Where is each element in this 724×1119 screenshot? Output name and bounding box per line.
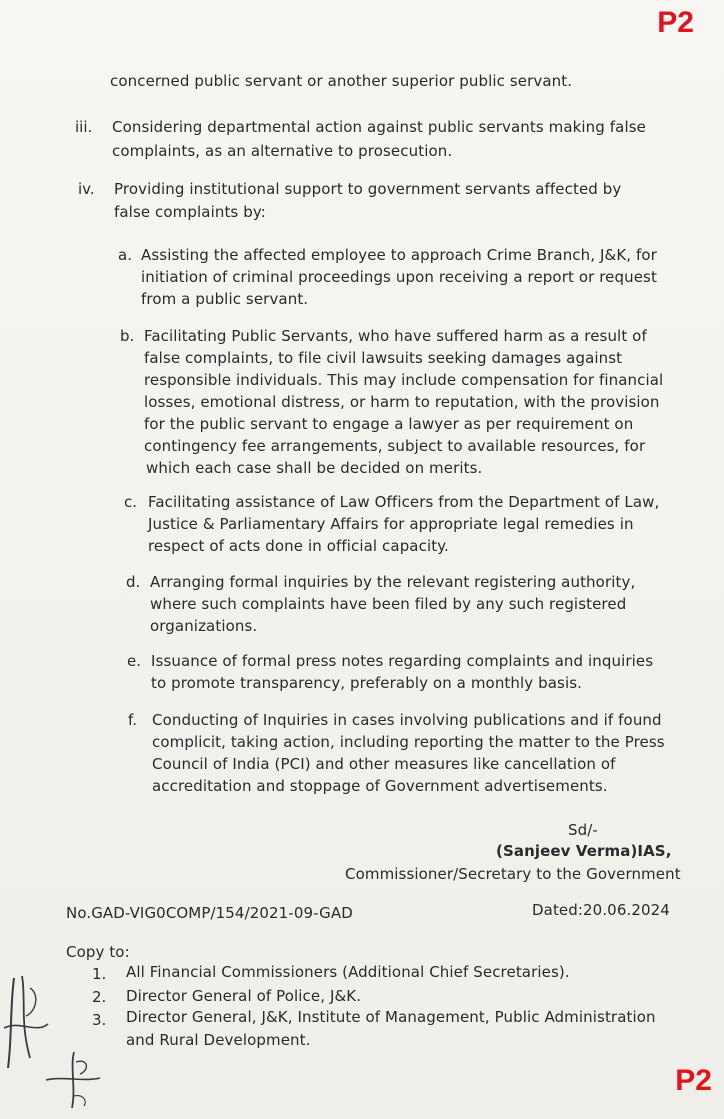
subitem-d-line-2: where such complaints have been filed by any such registered bbox=[150, 595, 627, 613]
subitem-marker-d: d. bbox=[126, 573, 141, 591]
handwritten-initial-bottom bbox=[44, 1048, 104, 1114]
item-marker-iii: iii. bbox=[75, 118, 93, 136]
subitem-b-line-5: for the public servant to engage a lawyer as per requirement on bbox=[144, 415, 634, 433]
subitem-marker-b: b. bbox=[120, 327, 135, 345]
copy-to-heading: Copy to: bbox=[66, 943, 130, 961]
subitem-c-line-2: Justice & Parliamentary Affairs for appropriate legal remedies in bbox=[148, 515, 634, 533]
subitem-e-line-2: to promote transparency, preferably on a monthly basis. bbox=[151, 674, 583, 692]
subitem-b-line-6: contingency fee arrangements, subject to available resources, for bbox=[144, 437, 646, 455]
subitem-c-line-1: Facilitating assistance of Law Officers from the Department of Law, bbox=[148, 493, 660, 511]
subitem-a-line-3: from a public servant. bbox=[141, 290, 309, 308]
copy-to-entry-2: Director General of Police, J&K. bbox=[126, 987, 362, 1005]
signature-sd: Sd/- bbox=[568, 821, 598, 839]
subitem-marker-c: c. bbox=[124, 493, 138, 511]
dated: Dated:20.06.2024 bbox=[532, 901, 670, 919]
subitem-f-line-2: complicit, taking action, including reporting the matter to the Press bbox=[152, 733, 665, 751]
page-mark-bottom: P2 bbox=[675, 1064, 712, 1097]
item-iv-line-2: false complaints by: bbox=[114, 203, 266, 221]
subitem-marker-a: a. bbox=[118, 246, 132, 264]
item-iv-line-1: Providing institutional support to government servants affected by bbox=[114, 180, 622, 198]
subitem-b-line-3: responsible individuals. This may include compensation for financial bbox=[144, 371, 664, 389]
copy-to-entry-1: All Financial Commissioners (Additional Chief Secretaries). bbox=[126, 963, 570, 981]
subitem-f-line-4: accreditation and stoppage of Government advertisements. bbox=[152, 777, 608, 795]
copy-to-entry-3-line-1: Director General, J&K, Institute of Management, Public Administration bbox=[126, 1008, 656, 1026]
subitem-marker-e: e. bbox=[127, 652, 141, 670]
subitem-f-line-3: Council of India (PCI) and other measures like cancellation of bbox=[152, 755, 616, 773]
subitem-marker-f: f. bbox=[128, 711, 137, 729]
subitem-b-line-4: losses, emotional distress, or harm to reputation, with the provision bbox=[144, 393, 660, 411]
signatory-designation: Commissioner/Secretary to the Government bbox=[345, 865, 681, 883]
item-iii-line-2: complaints, as an alternative to prosecution. bbox=[112, 142, 453, 160]
subitem-b-line-1: Facilitating Public Servants, who have suffered harm as a result of bbox=[144, 327, 647, 345]
copy-to-entry-3-line-2: and Rural Development. bbox=[126, 1031, 311, 1049]
subitem-c-line-3: respect of acts done in official capacity. bbox=[148, 537, 449, 555]
subitem-f-line-1: Conducting of Inquiries in cases involving publications and if found bbox=[152, 711, 662, 729]
copy-to-num-2: 2. bbox=[92, 988, 107, 1006]
subitem-d-line-3: organizations. bbox=[150, 617, 258, 635]
copy-to-num-1: 1. bbox=[92, 965, 107, 983]
subitem-a-line-2: initiation of criminal proceedings upon receiving a report or request bbox=[141, 268, 657, 286]
item-iii-line-1: Considering departmental action against public servants making false bbox=[112, 118, 646, 136]
subitem-e-line-1: Issuance of formal press notes regarding complaints and inquiries bbox=[151, 652, 654, 670]
copy-to-num-3: 3. bbox=[92, 1011, 107, 1029]
subitem-a-line-1: Assisting the affected employee to approach Crime Branch, J&K, for bbox=[141, 246, 657, 264]
signatory-name: (Sanjeev Verma)IAS, bbox=[496, 842, 672, 860]
continuation-line: concerned public servant or another superior public servant. bbox=[110, 72, 573, 90]
subitem-d-line-1: Arranging formal inquiries by the relevant registering authority, bbox=[150, 573, 636, 591]
page-mark-top: P2 bbox=[657, 6, 694, 39]
subitem-b-line-2: false complaints, to file civil lawsuits seeking damages against bbox=[144, 349, 623, 367]
reference-number: No.GAD-VIG0COMP/154/2021-09-GAD bbox=[66, 904, 353, 922]
item-marker-iv: iv. bbox=[78, 180, 95, 198]
subitem-b-line-7: which each case shall be decided on merits. bbox=[146, 459, 483, 477]
